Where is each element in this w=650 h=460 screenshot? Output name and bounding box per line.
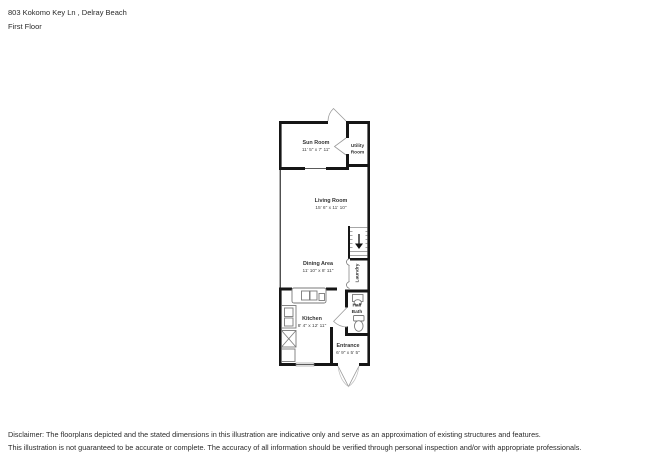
disclaimer-line-2: This illustration is not guaranteed to be accurate or complete. The accuracy of all information should be verified through personal inspection and/or with appropriate professionals. — [8, 443, 582, 452]
kitchen-label: Kitchen — [302, 316, 322, 322]
utility-room-label-2: Room — [350, 150, 365, 156]
half-bath-label-1: Half — [352, 303, 362, 309]
stove-icon — [282, 331, 297, 348]
kitchen-sink-icon — [302, 291, 318, 300]
dishwasher-cabinet — [282, 306, 297, 329]
entrance-door-arcs — [338, 366, 359, 387]
laundry-label: Laundry — [355, 263, 361, 283]
sunroom-exterior-door-arc — [328, 109, 346, 122]
floor-label: First Floor — [8, 21, 42, 31]
refrigerator-icon — [282, 349, 296, 362]
sun-room-dims: 11' 5" x 7' 11" — [301, 148, 331, 153]
disclaimer-line-1: Disclaimer: The floorplans depicted and the stated dimensions in this illustration are indicative only and serve as an approximation of existing structures and features. — [8, 430, 541, 439]
dining-area-label: Dining Area — [302, 261, 334, 267]
half-bath-label-2: Bath — [351, 310, 363, 315]
sun-room-label: Sun Room — [302, 140, 330, 146]
half-bath-door-arc — [334, 308, 347, 328]
disclaimer — [8, 428, 646, 454]
dining-area-dims: 11' 10" x 8' 11" — [302, 269, 334, 274]
entrance-double-door — [338, 366, 359, 387]
entrance-label: Entrance — [336, 343, 360, 349]
cooktop-icon — [319, 294, 325, 301]
living-room-label: Living Room — [314, 198, 348, 204]
living-room-dims: 15' 6" x 11' 10" — [315, 206, 347, 211]
utility-room-label-1: Utility — [350, 144, 365, 149]
entrance-dims: 6' 9" x 5' 5" — [336, 351, 360, 356]
utility-door — [335, 138, 347, 155]
address-line: 803 Kokomo Key Ln , Delray Beach — [8, 8, 127, 17]
toilet-icon — [354, 316, 365, 332]
kitchen-dims: 8' 4" x 12' 11" — [297, 324, 327, 329]
staircase — [350, 228, 367, 256]
